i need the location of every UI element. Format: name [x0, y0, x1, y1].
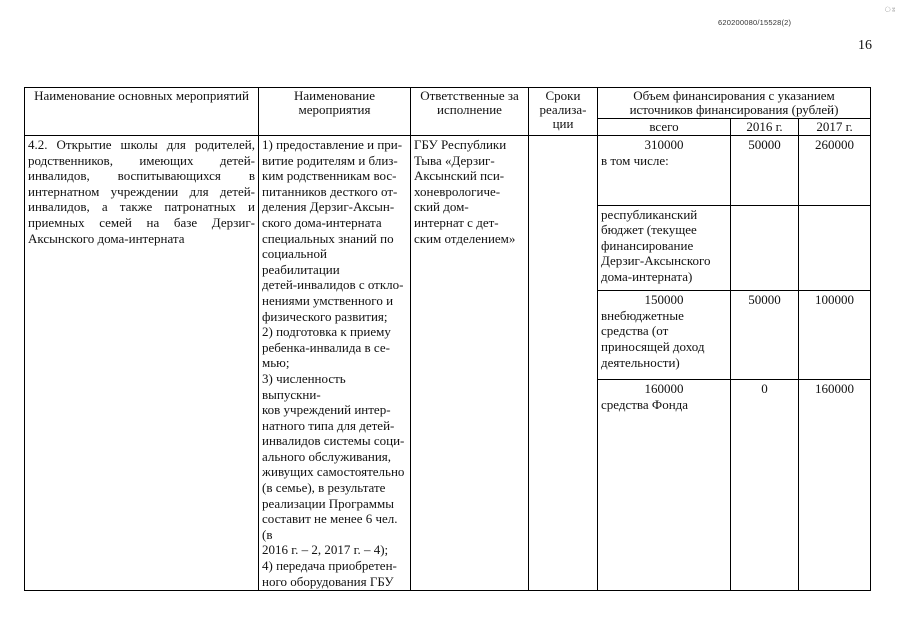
- activity-line: ким родственникам вос-: [262, 168, 397, 184]
- financing-total-value: 150000: [644, 292, 684, 308]
- header-2016: 2016 г.: [731, 119, 799, 136]
- activity-line: специальных знаний по: [262, 230, 394, 246]
- activity-cell: [259, 136, 411, 591]
- responsible-cell: [411, 136, 529, 591]
- responsible-line: Аксынский пси-: [414, 168, 505, 184]
- financing-total-value: 310000: [644, 137, 684, 152]
- activity-line: (в семье), в результате: [262, 480, 386, 496]
- activity-line: 4) передача приобретен-: [262, 558, 397, 574]
- activity-line: питанников десткого от-: [262, 183, 398, 199]
- activity-line: ского дома-интерната: [262, 214, 382, 230]
- responsible-line: ским отделением»: [414, 230, 516, 246]
- activity-line: нениями умственного и: [262, 292, 394, 308]
- financing-total-value: 160000: [644, 380, 684, 396]
- financing-2017-cell: 100000: [799, 291, 871, 380]
- activity-line: ребенка-инвалида в се-: [262, 339, 390, 355]
- financing-table: [24, 87, 871, 591]
- activity-line: деления Дерзиг-Аксын-: [262, 199, 395, 215]
- header-row-1: [25, 88, 871, 119]
- activity-line: 2) подготовка к приему: [262, 324, 391, 340]
- header-main-activities: Наименование основных мероприятий: [25, 88, 259, 136]
- financing-2017-cell: [799, 205, 871, 291]
- financing-total-cell: [598, 136, 731, 206]
- table-row: [25, 136, 871, 206]
- activity-line: мью;: [262, 355, 290, 371]
- financing-source-label: внебюджетные средства (от приносящей доход деятельности): [601, 307, 705, 370]
- main-activity-cell: 4.2. Открытие школы для родителей, родственников, имеющих детей-инвалидов, воспитывающихся в интернатном учреждении для детей-инвалидов, а также патронатных и приемных семей на базе Дерзиг-Аксынского дома-интерната: [25, 136, 259, 591]
- header-terms: Сроки реализа-ции: [529, 88, 598, 136]
- activity-line: составит не менее 6 чел. (в: [262, 511, 398, 542]
- financing-2017-cell: 160000: [799, 379, 871, 590]
- financing-source-cell: [598, 205, 731, 291]
- activity-line: ного оборудования ГБУ: [262, 573, 394, 589]
- financing-source-label: средства Фонда: [601, 396, 689, 412]
- financing-2016-cell: 50000: [731, 136, 799, 206]
- header-2017: 2017 г.: [799, 119, 871, 136]
- activity-line: витие родителям и близ-: [262, 152, 398, 168]
- financing-2017-cell: 260000: [799, 136, 871, 206]
- header-activity-name: Наименование мероприятия: [259, 88, 411, 136]
- activity-line: 2016 г. – 2, 2017 г. – 4);: [262, 542, 389, 558]
- activity-line: натного типа для детей-: [262, 417, 395, 433]
- responsible-line: интернат с дет-: [414, 214, 499, 230]
- activity-line: социальной реабилитации: [262, 246, 340, 277]
- terms-cell: [529, 136, 598, 591]
- activity-line: живущих самостоятельно: [262, 464, 405, 480]
- financing-source-label: республиканский бюджет (текущее финансирование Дерзиг-Аксынского дома-интерната): [601, 206, 711, 285]
- activity-line: физического развития;: [262, 308, 388, 324]
- responsible-line: ГБУ Республики: [414, 137, 507, 152]
- responsible-line: хоневрологиче-: [414, 183, 501, 199]
- header-responsible: Ответственные за исполнение: [411, 88, 529, 136]
- financing-2016-cell: 0: [731, 379, 799, 590]
- financing-2016-cell: [731, 205, 799, 291]
- responsible-line: Тыва «Дерзиг-: [414, 152, 495, 168]
- page-number: 16: [858, 38, 872, 53]
- activity-line: ков учреждений интер-: [262, 402, 391, 418]
- header-financing: Объем финансирования с указанием источников финансирования (рублей): [598, 88, 871, 119]
- financing-source-cell: [598, 379, 731, 590]
- financing-source-cell: [598, 291, 731, 380]
- activity-line: ального обслуживания,: [262, 448, 392, 464]
- activity-line: инвалидов системы соци-: [262, 433, 405, 449]
- corner-mark: ঃ: [884, 5, 896, 14]
- activity-line: детей-инвалидов с откло-: [262, 277, 404, 293]
- financing-source-label: в том числе:: [601, 152, 669, 168]
- document-id: 620200080/15528(2): [718, 18, 792, 27]
- responsible-line: ский дом-: [414, 199, 469, 215]
- activity-line: реализации Программы: [262, 495, 394, 511]
- activity-line: 1) предоставление и при-: [262, 137, 403, 152]
- activity-line: 3) численность выпускни-: [262, 370, 346, 402]
- header-total: всего: [598, 119, 731, 136]
- financing-2016-cell: 50000: [731, 291, 799, 380]
